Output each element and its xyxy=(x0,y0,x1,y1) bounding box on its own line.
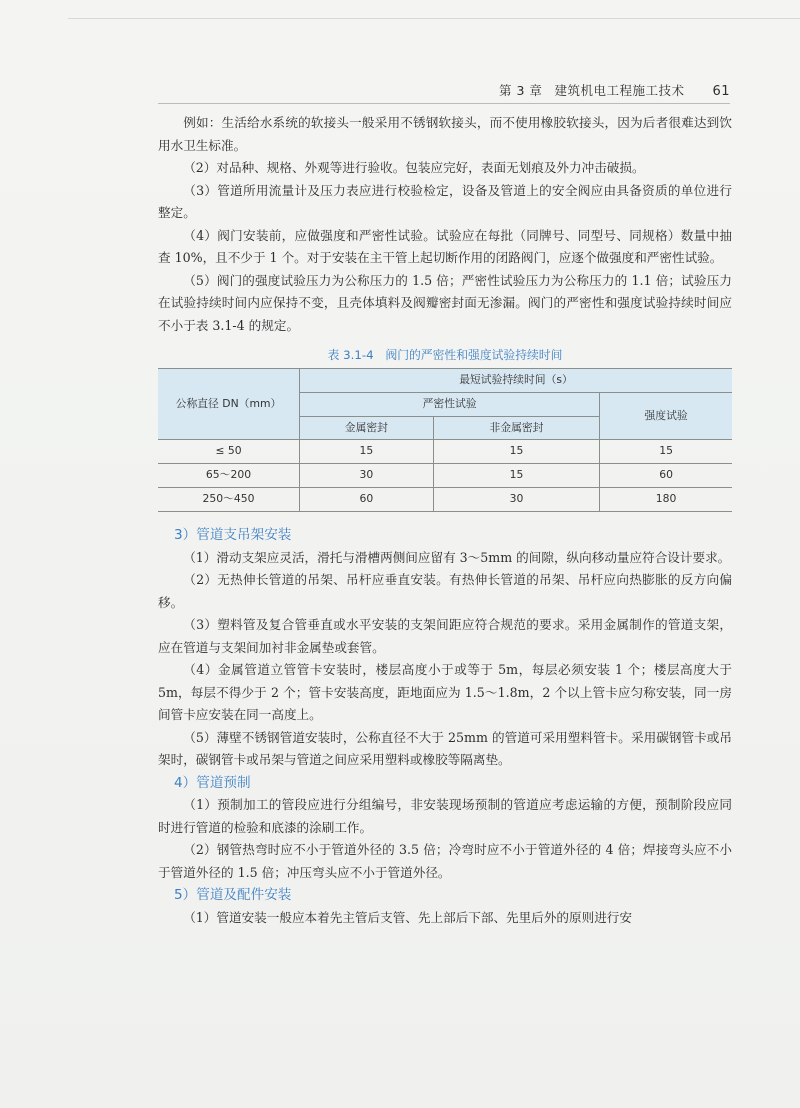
header-strength: 强度试验 xyxy=(600,393,732,440)
paragraph: 例如：生活给水系统的软接头一般采用不锈钢软接头，而不使用橡胶软接头，因为后者很难达到饮用水卫生标准。 xyxy=(158,115,732,153)
table-cell: 180 xyxy=(600,488,732,512)
header-dn: 公称直径 DN（mm） xyxy=(158,369,300,440)
running-header xyxy=(158,81,730,99)
paragraph: （5）阀门的强度试验压力为公称压力的 1.5 倍；严密性试验压力为公称压力的 1.1 倍；试验压力在试验持续时间内应保持不变，且壳体填料及阀瓣密封面无渗漏。阀门的严密性和强度试验持续时间应不小于表 3.1-4 的规定。 xyxy=(158,272,732,333)
table-cell: 15 xyxy=(300,440,434,464)
table-cell: 30 xyxy=(433,488,599,512)
paragraph: （3）管道所用流量计及压力表应进行校验检定，设备及管道上的安全阀应由具备资质的单位进行整定。 xyxy=(158,182,732,220)
page-number: 61 xyxy=(712,84,730,99)
section-heading: 5）管道及配件安装 xyxy=(174,887,292,903)
table-cell: 15 xyxy=(600,440,732,464)
scan-edge-line xyxy=(68,18,800,19)
table-cell: 65～200 xyxy=(158,464,300,488)
body-content xyxy=(158,112,732,929)
table-cell: 15 xyxy=(433,464,599,488)
paragraph: （2）无热伸长管道的吊架、吊杆应垂直安装。有热伸长管道的吊架、吊杆应向热膨胀的反方向偏移。 xyxy=(158,572,732,610)
paragraph: （2）钢管热弯时应不小于管道外径的 3.5 倍；冷弯时应不小于管道外径的 4 倍；焊接弯头应不小于管道外径的 1.5 倍；冲压弯头应不小于管道外径。 xyxy=(158,842,732,880)
header-title: 建筑机电工程施工技术 xyxy=(554,83,685,98)
paragraph: （1）滑动支架应灵活，滑托与滑槽两侧间应留有 3～5mm 的间隙，纵向移动量应符合设计要求。 xyxy=(183,549,731,565)
table-row xyxy=(158,464,732,488)
table-row xyxy=(158,440,732,464)
header-tightness: 严密性试验 xyxy=(300,393,600,417)
header-chapter: 第 3 章 xyxy=(499,83,543,98)
table-cell: 30 xyxy=(300,464,434,488)
table-title: 表 3.1-4 阀门的严密性和强度试验持续时间 xyxy=(327,348,563,362)
paragraph: （2）对品种、规格、外观等进行验收。包装应完好，表面无划痕及外力冲击破损。 xyxy=(183,160,645,175)
valve-test-table xyxy=(158,368,732,512)
section-heading: 3）管道支吊架安装 xyxy=(174,527,292,543)
section-heading: 4）管道预制 xyxy=(174,774,251,791)
table-cell: 250～450 xyxy=(158,488,300,512)
table-row xyxy=(158,488,732,512)
header-nonmetal-seal: 非金属密封 xyxy=(433,416,599,440)
header-metal-seal: 金属密封 xyxy=(300,416,434,440)
table-cell: 60 xyxy=(600,464,732,488)
paragraph: （4）金属管道立管管卡安装时，楼层高度小于或等于 5m，每层必须安装 1 个；楼层高度大于 5m，每层不得少于 2 个；管卡安装高度，距地面应为 1.5～1.8m，2 个以上管卡应匀称安装，同一房间管卡应安装在同一高度上。 xyxy=(158,662,732,722)
table-cell: 60 xyxy=(300,488,434,512)
paragraph: （1）预制加工的管段应进行分组编号，非安装现场预制的管道应考虑运输的方便，预制阶段应同时进行管道的检验和底漆的涂刷工作。 xyxy=(158,797,732,835)
table-cell: ≤ 50 xyxy=(158,440,300,464)
header-rule xyxy=(158,103,730,104)
table-cell: 15 xyxy=(433,440,599,464)
paragraph: （5）薄壁不锈钢管道安装时，公称直径不大于 25mm 的管道可采用塑料管卡。采用碳钢管卡或吊架时，碳钢管卡或吊架与管道之间应采用塑料或橡胶等隔离垫。 xyxy=(158,729,732,767)
paragraph: （4）阀门安装前，应做强度和严密性试验。试验应在每批（同牌号、同型号、同规格）数量中抽查 10%，且不少于 1 个。对于安装在主干管上起切断作用的闭路阀门，应逐个做强度和严密性试验。 xyxy=(158,227,732,265)
paragraph: （3）塑料管及复合管垂直或水平安装的支架间距应符合规范的要求。采用金属制作的管道支架，应在管道与支架间加衬非金属垫或套管。 xyxy=(158,617,732,655)
paragraph: （1）管道安装一般应本着先主管后支管、先上部后下部、先里后外的原则进行安 xyxy=(183,909,632,925)
header-min-time: 最短试验持续时间（s） xyxy=(300,369,733,393)
